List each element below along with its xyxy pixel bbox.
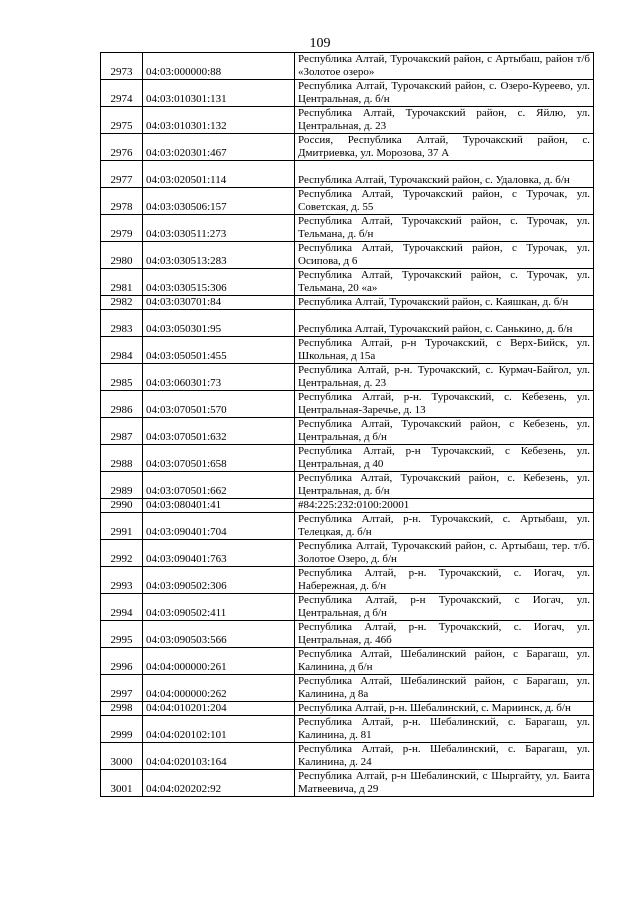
table-row [101,743,594,770]
cadastral-number-cell: 04:03:050301:95 [143,310,295,337]
cadastral-number-cell: 04:03:010301:131 [143,80,295,107]
row-number-cell: 2998 [101,702,143,716]
table-row [101,567,594,594]
cadastral-number-cell: 04:03:070501:632 [143,418,295,445]
address-cell: Республика Алтай, р-н. Турочакский, с. Артыбаш, ул. Телецкая, д. б/н [295,513,594,540]
row-number-cell: 2988 [101,445,143,472]
table-row [101,621,594,648]
cadastral-number-cell: 04:04:020103:164 [143,743,295,770]
registry-table-body [101,53,594,797]
address-cell: Республика Алтай, р-н Шебалинский, с Шыргайту, ул. Баита Матвеевича, д 29 [295,770,594,797]
row-number-cell: 2995 [101,621,143,648]
table-row [101,594,594,621]
row-number-cell: 2986 [101,391,143,418]
address-cell: Республика Алтай, Турочакский район, с. Турочак, ул. Тельмана, д. б/н [295,215,594,242]
row-number-cell: 2976 [101,134,143,161]
table-row [101,418,594,445]
row-number-cell: 2985 [101,364,143,391]
address-cell: Республика Алтай, Турочакский район, с Кебезень, ул. Центральная, д б/н [295,418,594,445]
address-cell: Республика Алтай, Турочакский район, с Артыбаш, район т/б «Золотое озеро» [295,53,594,80]
address-cell: Республика Алтай, р-н Турочакский, с Иогач, ул. Центральная, д б/н [295,594,594,621]
cadastral-number-cell: 04:03:020501:114 [143,161,295,188]
table-row [101,364,594,391]
table-row [101,134,594,161]
table-row [101,188,594,215]
row-number-cell: 3001 [101,770,143,797]
row-number-cell: 2980 [101,242,143,269]
table-row [101,716,594,743]
table-row [101,445,594,472]
cadastral-number-cell: 04:03:060301:73 [143,364,295,391]
cadastral-number-cell: 04:04:010201:204 [143,702,295,716]
table-row [101,540,594,567]
table-row [101,499,594,513]
cadastral-number-cell: 04:03:050501:455 [143,337,295,364]
row-number-cell: 2996 [101,648,143,675]
row-number-cell: 2989 [101,472,143,499]
cadastral-number-cell: 04:03:030511:273 [143,215,295,242]
table-row [101,310,594,337]
address-cell: #84:225:232:0100:20001 [295,499,594,513]
row-number-cell: 2994 [101,594,143,621]
address-cell: Россия, Республика Алтай, Турочакский район, с. Дмитриевка, ул. Морозова, 37 А [295,134,594,161]
cadastral-number-cell: 04:03:030701:84 [143,296,295,310]
row-number-cell: 2990 [101,499,143,513]
row-number-cell: 2974 [101,80,143,107]
cadastral-number-cell: 04:04:020202:92 [143,770,295,797]
table-row [101,269,594,296]
address-cell: Республика Алтай, Турочакский район, с. Турочак, ул. Тельмана, 20 «а» [295,269,594,296]
address-cell: Республика Алтай, р-н. Турочакский, с. Кебезень, ул. Центральная-Заречье, д. 13 [295,391,594,418]
row-number-cell: 2997 [101,675,143,702]
table-row [101,215,594,242]
cadastral-number-cell: 04:03:030513:283 [143,242,295,269]
table-row [101,107,594,134]
address-cell: Республика Алтай, Турочакский район, с. Каяшкан, д. б/н [295,296,594,310]
address-cell: Республика Алтай, р-н Турочакский, с Верх-Бийск, ул. Школьная, д 15а [295,337,594,364]
row-number-cell: 2973 [101,53,143,80]
row-number-cell: 2983 [101,310,143,337]
row-number-cell: 2978 [101,188,143,215]
address-cell: Республика Алтай, р-н. Турочакский, с. Курмач-Байгол, ул. Центральная, д. 23 [295,364,594,391]
table-row [101,80,594,107]
cadastral-number-cell: 04:03:090401:763 [143,540,295,567]
table-row [101,648,594,675]
cadastral-number-cell: 04:03:090502:306 [143,567,295,594]
row-number-cell: 3000 [101,743,143,770]
cadastral-number-cell: 04:03:000000:88 [143,53,295,80]
row-number-cell: 2982 [101,296,143,310]
table-row [101,296,594,310]
address-cell: Республика Алтай, Турочакский район, с Турочак, ул. Осипова, д 6 [295,242,594,269]
row-number-cell: 2975 [101,107,143,134]
table-row [101,53,594,80]
cadastral-number-cell: 04:03:020301:467 [143,134,295,161]
cadastral-number-cell: 04:03:090502:411 [143,594,295,621]
row-number-cell: 2987 [101,418,143,445]
address-cell: Республика Алтай, Турочакский район, с. Удаловка, д. б/н [295,161,594,188]
address-cell: Республика Алтай, р-н. Шебалинский, с. Барагаш, ул. Калинина, д. 81 [295,716,594,743]
page-number: 109 [309,36,331,51]
row-number-cell: 2977 [101,161,143,188]
address-cell: Республика Алтай, Турочакский район, с. Озеро-Куреево, ул. Центральная, д. б/н [295,80,594,107]
address-cell: Республика Алтай, р-н. Турочакский, с. Иогач, ул. Центральная, д. 46б [295,621,594,648]
table-row [101,702,594,716]
cadastral-number-cell: 04:04:020102:101 [143,716,295,743]
cadastral-number-cell: 04:03:070501:570 [143,391,295,418]
table-row [101,675,594,702]
address-cell: Республика Алтай, Шебалинский район, с Барагаш, ул. Калинина, д 8а [295,675,594,702]
address-cell: Республика Алтай, Шебалинский район, с Барагаш, ул. Калинина, д б/н [295,648,594,675]
cadastral-number-cell: 04:04:000000:261 [143,648,295,675]
table-row [101,161,594,188]
cadastral-number-cell: 04:03:080401:41 [143,499,295,513]
table-row [101,391,594,418]
row-number-cell: 2981 [101,269,143,296]
address-cell: Республика Алтай, р-н. Шебалинский, с. Мариинск, д. б/н [295,702,594,716]
cadastral-number-cell: 04:03:070501:658 [143,445,295,472]
row-number-cell: 2992 [101,540,143,567]
cadastral-number-cell: 04:03:030506:157 [143,188,295,215]
row-number-cell: 2979 [101,215,143,242]
row-number-cell: 2991 [101,513,143,540]
cadastral-number-cell: 04:04:000000:262 [143,675,295,702]
table-row [101,337,594,364]
cadastral-number-cell: 04:03:030515:306 [143,269,295,296]
table-row [101,770,594,797]
address-cell: Республика Алтай, р-н. Шебалинский, с. Барагаш, ул. Калинина, д. 24 [295,743,594,770]
address-cell: Республика Алтай, Турочакский район, с Турочак, ул. Советская, д. 55 [295,188,594,215]
row-number-cell: 2984 [101,337,143,364]
address-cell: Республика Алтай, Турочакский район, с. Санькино, д. б/н [295,310,594,337]
table-row [101,513,594,540]
cadastral-number-cell: 04:03:010301:132 [143,107,295,134]
row-number-cell: 2999 [101,716,143,743]
address-cell: Республика Алтай, Турочакский район, с. Яйлю, ул. Центральная, д. 23 [295,107,594,134]
address-cell: Республика Алтай, р-н Турочакский, с Кебезень, ул. Центральная, д 40 [295,445,594,472]
table-row [101,472,594,499]
cadastral-number-cell: 04:03:090401:704 [143,513,295,540]
address-cell: Республика Алтай, р-н. Турочакский, с. Иогач, ул. Набережная, д. б/н [295,567,594,594]
address-cell: Республика Алтай, Турочакский район, с. Кебезень, ул. Центральная, д. б/н [295,472,594,499]
table-row [101,242,594,269]
registry-table [100,52,594,797]
row-number-cell: 2993 [101,567,143,594]
cadastral-number-cell: 04:03:090503:566 [143,621,295,648]
cadastral-number-cell: 04:03:070501:662 [143,472,295,499]
address-cell: Республика Алтай, Турочакский район, с. Артыбаш, тер. т/б. Золотое Озеро, д. б/н [295,540,594,567]
